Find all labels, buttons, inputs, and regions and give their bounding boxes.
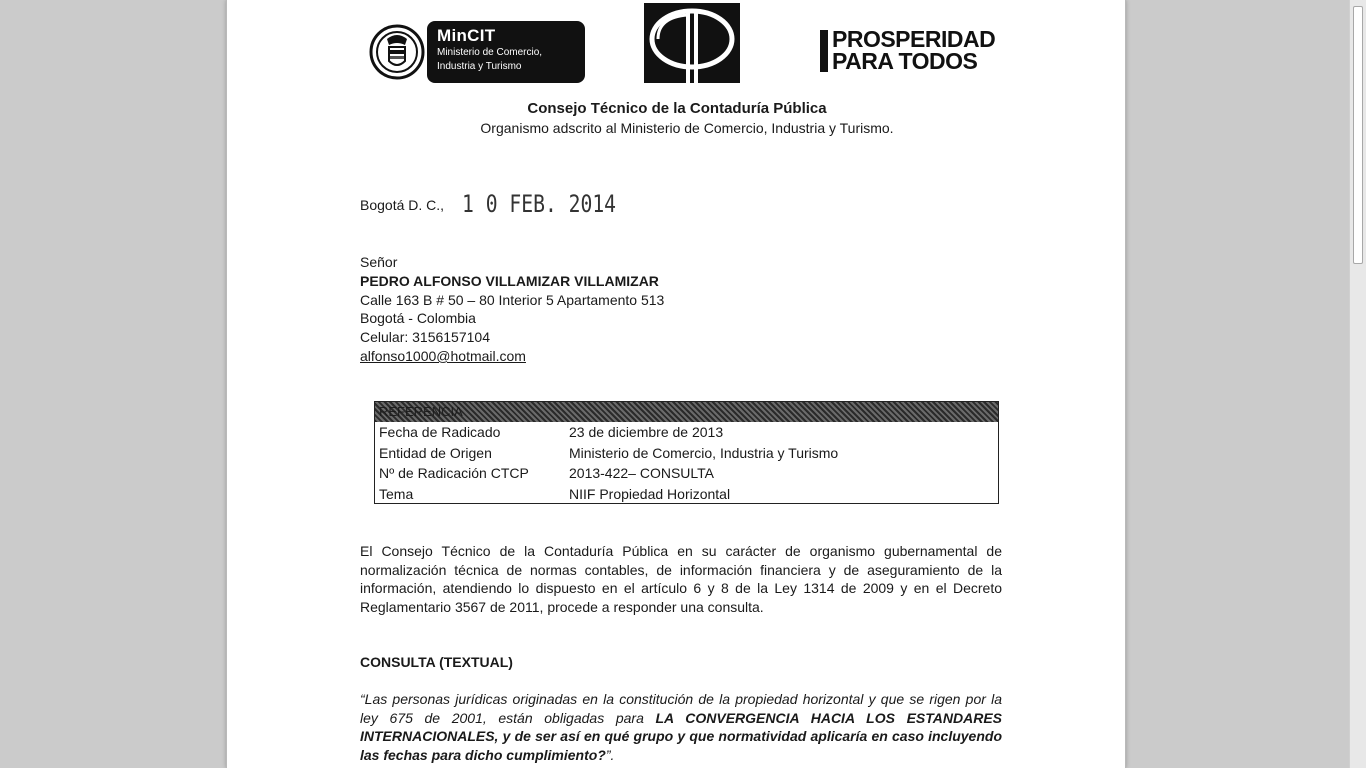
- ctcp-logo: [644, 3, 740, 83]
- prosperidad-line-2: PARA TODOS: [832, 48, 978, 74]
- date-stamp: 1 0 FEB. 2014: [462, 190, 617, 218]
- reference-key: Fecha de Radicado: [379, 424, 501, 440]
- recipient-address: Calle 163 B # 50 – 80 Interior 5 Apartamento 513: [360, 292, 665, 308]
- salutation: Señor: [360, 254, 398, 270]
- prosperidad-line-1: PROSPERIDAD: [832, 26, 996, 52]
- quote-end: ”.: [605, 746, 615, 763]
- mincit-title: MinCIT: [437, 26, 496, 45]
- mincit-logo: [427, 21, 585, 83]
- vertical-scrollbar[interactable]: [1349, 0, 1366, 768]
- organization-name: Consejo Técnico de la Contaduría Pública: [527, 100, 827, 117]
- organization-subtitle: Organismo adscrito al Ministerio de Comercio, Industria y Turismo.: [480, 120, 894, 136]
- section-title: CONSULTA (TEXTUAL): [360, 654, 513, 670]
- reference-title: REFERENCIA: [379, 404, 463, 419]
- table-row: [375, 443, 998, 464]
- reference-value: 2013-422– CONSULTA: [569, 465, 714, 481]
- recipient-email-link[interactable]: alfonso1000@hotmail.com: [360, 348, 526, 364]
- mincit-subtitle-line-2: Industria y Turismo: [437, 61, 522, 72]
- reference-value: 23 de diciembre de 2013: [569, 424, 724, 440]
- table-row: [375, 422, 998, 443]
- recipient-city: Bogotá - Colombia: [360, 310, 476, 326]
- intro-paragraph: El Consejo Técnico de la Contaduría Pública en su carácter de organismo gubernamental de normalización técnica de normas contables, de información financiera y de aseguramiento de la información, atendiendo lo dispuesto en el artículo 6 y 8 de la Ley 1314 de 2009 y en el Decreto Reglamentario 3567 de 2011, procede a responder una consulta.: [360, 543, 1002, 615]
- logo-bar: [820, 30, 828, 72]
- recipient-name: PEDRO ALFONSO VILLAMIZAR VILLAMIZAR: [360, 273, 659, 289]
- recipient-phone: Celular: 3156157104: [360, 329, 490, 345]
- reference-value: NIIF Propiedad Horizontal: [569, 485, 731, 502]
- quote-text: “Las personas jurídicas originadas en la constitución de la propiedad horizontal y que se rigen por la ley 675 de 2001, están obligadas para: [360, 691, 1002, 726]
- quote-emphasis: LA CONVERGENCIA HACIA LOS ESTANDARES INTERNACIONALES, y de ser así en qué grupo y que normatividad aplicaría en caso incluyendo las fechas para dicho cumplimiento?: [360, 709, 1002, 763]
- reference-key: Entidad de Origen: [379, 444, 492, 461]
- consultation-quote: [360, 690, 1002, 764]
- reference-header: [375, 402, 998, 422]
- mincit-subtitle-line-1: Ministerio de Comercio,: [437, 47, 543, 58]
- colombia-coat-of-arms-logo: [369, 21, 425, 83]
- table-row: [375, 463, 998, 484]
- date-place: Bogotá D. C.,: [360, 197, 445, 213]
- reference-table: [374, 401, 999, 504]
- document-page: [226, 0, 1126, 768]
- reference-value: Ministerio de Comercio, Industria y Turismo: [569, 444, 839, 461]
- reference-key: Tema: [379, 485, 414, 502]
- prosperidad-para-todos-logo: [820, 28, 1000, 76]
- table-row: [375, 484, 998, 505]
- reference-key: Nº de Radicación CTCP: [379, 465, 529, 481]
- scrollbar-thumb[interactable]: [1353, 6, 1363, 264]
